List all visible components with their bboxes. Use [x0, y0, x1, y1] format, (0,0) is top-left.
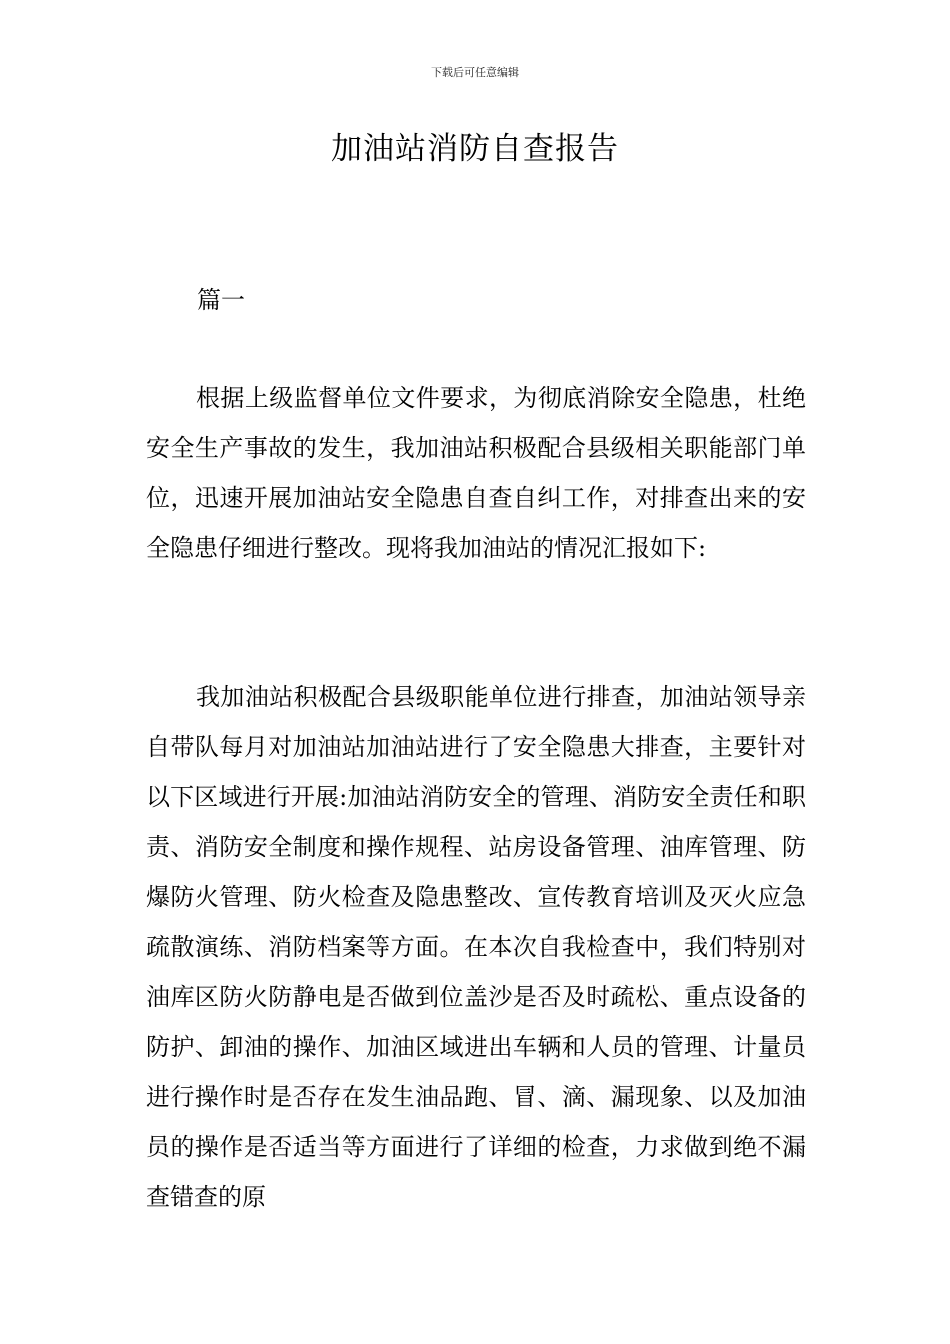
document-title: 加油站消防自查报告	[331, 131, 619, 167]
section-label: 篇一	[197, 286, 245, 314]
header-note: 下载后可任意编辑	[431, 66, 519, 79]
paragraph-2: 我加油站积极配合县级职能单位进行排查，加油站领导亲自带队每月对加油站加油站进行了安全隐患大排查，主要针对以下区域进行开展:加油站消防安全的管理、消防安全责任和职责、消防安全制度和操作规程、站房设备管理、油库管理、防爆防火管理、防火检查及隐患整改、宣传教育培训及灭火应急疏散演练、消防档案等方面。在本次自我检查中，我们特别对油库区防火防静电是否做到位盖沙是否及时疏松、重点设备的防护、卸油的操作、加油区域进出车辆和人员的管理、计量员进行操作时是否存在发生油品跑、冒、滴、漏现象、以及加油员的操作是否适当等方面进行了详细的检查，力求做到绝不漏查错查的原	[146, 683, 806, 1211]
paragraph-1: 根据上级监督单位文件要求，为彻底消除安全隐患，杜绝安全生产事故的发生，我加油站积极配合县级相关职能部门单位，迅速开展加油站安全隐患自查自纠工作，对排查出来的安全隐患仔细进行整改。现将我加油站的情况汇报如下:	[146, 384, 806, 562]
